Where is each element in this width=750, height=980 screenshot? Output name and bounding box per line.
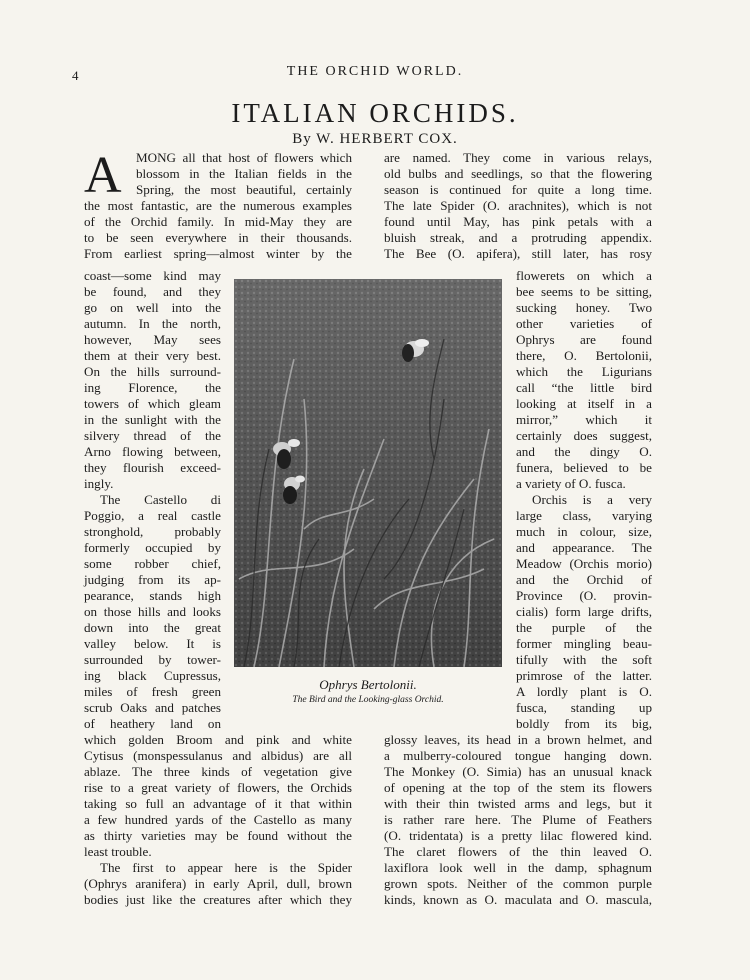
text-line: primrose of the latter. <box>516 668 652 683</box>
text-line: mirror,” which it <box>516 412 652 427</box>
text-line: blossom in the Italian fields in the <box>136 166 352 181</box>
text-line: a mulberry-coloured tongue hanging down. <box>384 748 652 763</box>
text-line: other varieties of <box>516 316 652 331</box>
text-line: call “the little bird <box>516 380 652 395</box>
text-line: be found, and they <box>84 284 221 299</box>
text-line: flowerets on which a <box>516 268 652 283</box>
text-line: A lordly plant is O. <box>516 684 652 699</box>
figure-caption-subtitle: The Bird and the Looking-glass Orchid. <box>292 695 444 705</box>
text-line: ingly. <box>84 476 114 491</box>
text-line: surrounded by tower- <box>84 652 221 667</box>
text-line: the most fantastic, are the numerous examples <box>84 198 352 213</box>
text-line: The claret flowers of the thin leaved O. <box>384 844 652 859</box>
text-line: are named. They come in various relays, <box>384 150 652 165</box>
text-line: Poggio, a real castle <box>84 508 221 523</box>
text-line: The Bee (O. apifera), still later, has rosy <box>384 246 652 261</box>
text-line: ing black Cupressus, <box>84 668 221 683</box>
article-title: ITALIAN ORCHIDS. <box>231 98 519 128</box>
text-line: of opening at the top of the stem its flowers <box>384 780 652 795</box>
text-line: laxiflora look well in the damp, sphagnum <box>384 860 652 875</box>
text-line: former mingling beau- <box>516 636 652 651</box>
text-line: coast—some kind may <box>84 268 221 283</box>
text-line: scrub Oaks and patches <box>84 700 221 715</box>
text-line: they flourish exceed- <box>84 460 221 475</box>
text-line: is rather rare here. The Plume of Feathers <box>384 812 652 827</box>
text-line: funera, believed to be <box>516 460 652 475</box>
text-line: taking so full an advantage of it that within <box>84 796 352 811</box>
text-line: From earliest spring—almost winter by the <box>84 246 352 261</box>
text-line: On the hills surround- <box>84 364 221 379</box>
text-line: boldly from its big, <box>516 716 652 731</box>
text-line: pearance, stands high <box>84 588 221 603</box>
text-line: grown spots. Neither of the common purple <box>384 876 652 891</box>
text-line: (O. tridentata) is a pretty lilac flowered kind. <box>384 828 652 843</box>
text-line: some robber chief, <box>84 556 221 571</box>
text-line: bodies just like the creatures after which they <box>84 892 352 907</box>
text-line: Arno flowing between, <box>84 444 221 459</box>
text-line: bee seems to be sitting, <box>516 284 652 299</box>
text-line: which golden Broom and pink and white <box>84 732 352 747</box>
text-line: of the Orchid family. In mid-May they are <box>84 214 352 229</box>
text-line: kinds, known as O. maculata and O. mascula, <box>384 892 652 907</box>
text-line: old bulbs and seedlings, so that the flowering <box>384 166 652 181</box>
text-line: ablaze. The three kinds of vegetation give <box>84 764 352 779</box>
text-line: much in colour, size, <box>516 524 652 539</box>
text-line: valley below. It is <box>84 636 221 651</box>
text-line: MONG all that host of flowers which <box>136 150 352 165</box>
text-line: Spring, the most beautiful, certainly <box>136 182 352 197</box>
text-line: a variety of O. fusca. <box>516 476 626 491</box>
text-line: down into the great <box>84 620 221 635</box>
text-line: a few hundred yards of the Castello as many <box>84 812 352 827</box>
text-line: The first to appear here is the Spider <box>100 860 352 875</box>
text-line: glossy leaves, its head in a brown helmet, and <box>384 732 652 747</box>
drop-cap: A <box>84 147 122 204</box>
text-line: rise to a great variety of flowers, the Orchids <box>84 780 352 795</box>
text-line: stronghold, probably <box>84 524 221 539</box>
text-line: however, May sees <box>84 332 221 347</box>
text-line: which the Ligurians <box>516 364 652 379</box>
text-line: ing Florence, the <box>84 380 221 395</box>
text-line: and the dingy O. <box>516 444 652 459</box>
text-line: Cytisus (monspessulanus and albidus) are all <box>84 748 352 763</box>
text-line: autumn. In the north, <box>84 316 221 331</box>
page-number: 4 <box>72 68 79 83</box>
text-line: looking at itself in a <box>516 396 652 411</box>
text-line: found until May, has pink petals with a <box>384 214 652 229</box>
text-line: on those hills and looks <box>84 604 221 619</box>
text-line: in the sunlight with the <box>84 412 221 427</box>
text-line: Orchis is a very <box>532 492 652 507</box>
text-line: silvery thread of the <box>84 428 221 443</box>
text-line: Ophrys are found <box>516 332 652 347</box>
text-line: them at their very best. <box>84 348 221 363</box>
text-line: bluish streak, and a protruding appendix. <box>384 230 652 245</box>
text-line: certainly does suggest, <box>516 428 652 443</box>
text-line: of heathery land on <box>84 716 221 731</box>
text-line: fusca, standing up <box>516 700 652 715</box>
text-line: cialis) form large drifts, <box>516 604 652 619</box>
byline: By W. HERBERT COX. <box>292 131 458 147</box>
text-line: The Monkey (O. Simia) has an unusual knack <box>384 764 652 779</box>
text-line: miles of fresh green <box>84 684 221 699</box>
orchid-photograph <box>234 279 502 667</box>
text-line: sucking honey. Two <box>516 300 652 315</box>
text-line: tifully with the soft <box>516 652 652 667</box>
text-line: go on well into the <box>84 300 221 315</box>
text-line: to be seen everywhere in their thousands. <box>84 230 352 245</box>
text-line: the purple of the <box>516 620 652 635</box>
text-line: and the Orchid of <box>516 572 652 587</box>
text-line: and appearance. The <box>516 540 652 555</box>
text-line: towers of which gleam <box>84 396 221 411</box>
text-line: Province (O. provin- <box>516 588 652 603</box>
running-head: THE ORCHID WORLD. <box>286 64 464 79</box>
text-line: season is continued for quite a long time. <box>384 182 652 197</box>
text-line: with their thin twisted arms and legs, but it <box>384 796 652 811</box>
text-line: formerly occupied by <box>84 540 221 555</box>
text-line: Meadow (Orchis morio) <box>516 556 652 571</box>
text-line: judging from its ap- <box>84 572 221 587</box>
text-line: as thirty varieties may be found without the <box>84 828 352 843</box>
text-line: (Ophrys aranifera) in early April, dull, brown <box>84 876 352 891</box>
text-line: The late Spider (O. arachnites), which is not <box>384 198 652 213</box>
text-line: The Castello di <box>100 492 221 507</box>
text-line: there, O. Bertolonii, <box>516 348 652 363</box>
text-line: least trouble. <box>84 844 152 859</box>
text-line: large class, varying <box>516 508 652 523</box>
figure-caption-title: Ophrys Bertolonii. <box>319 677 417 692</box>
